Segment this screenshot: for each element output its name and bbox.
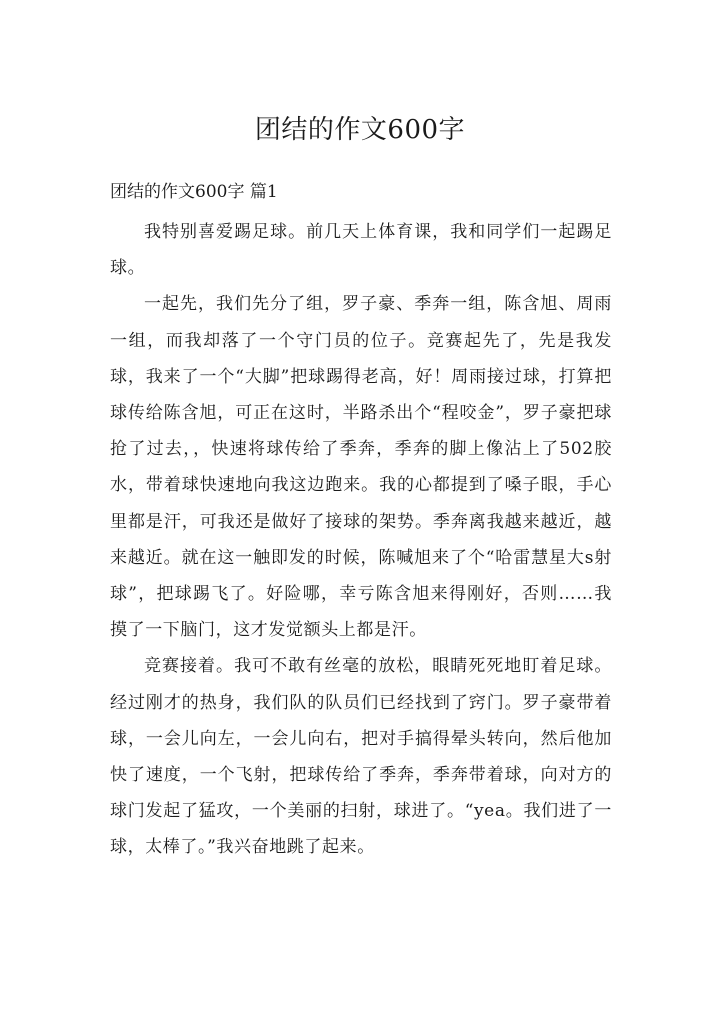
document-body [110, 170, 612, 866]
paragraph-1: 我特别喜爱踢足球。前几天上体育课，我和同学们一起踢足球。 [110, 222, 612, 279]
paragraph-3: 竞赛接着。我可不敢有丝毫的放松，眼睛死死地盯着足球。经过刚才的热身，我们队的队员们已经找到了窍门。罗子豪带着球，一会儿向左，一会儿向右，把对手搞得晕头转向，然后他加快了速度，一个飞射，把球传给了季奔，季奔带着球，向对方的球门发起了猛攻，一个美丽的扫射，球进了。“yea。我们进了一球，太棒了。”我兴奋地跳了起来。 [110, 656, 612, 858]
document-title: 团结的作文600字 [254, 115, 466, 145]
paragraph-2: 一起先，我们先分了组，罗子豪、季奔一组，陈含旭、周雨一组，而我却落了一个守门员的位子。竞赛起先了，先是我发球，我来了一个“大脚”把球踢得老高，好！周雨接过球，打算把球传给陈含旭，可正在这时，半路杀出个“程咬金”，罗子豪把球抢了过去，，快速将球传给了季奔，季奔的脚上像沾上了502胶水，带着球快速地向我这边跑来。我的心都提到了嗓子眼，手心里都是汗，可我还是做好了接球的架势。季奔离我越来越近，越来越近。就在这一触即发的时候，陈喊旭来了个“哈雷慧星大s射球”，把球踢飞了。好险哪，幸亏陈含旭来得刚好，否则……我摸了一下脑门，这才发觉额头上都是汗。 [110, 294, 612, 641]
section-heading: 团结的作文600字 篇1 [110, 182, 278, 202]
